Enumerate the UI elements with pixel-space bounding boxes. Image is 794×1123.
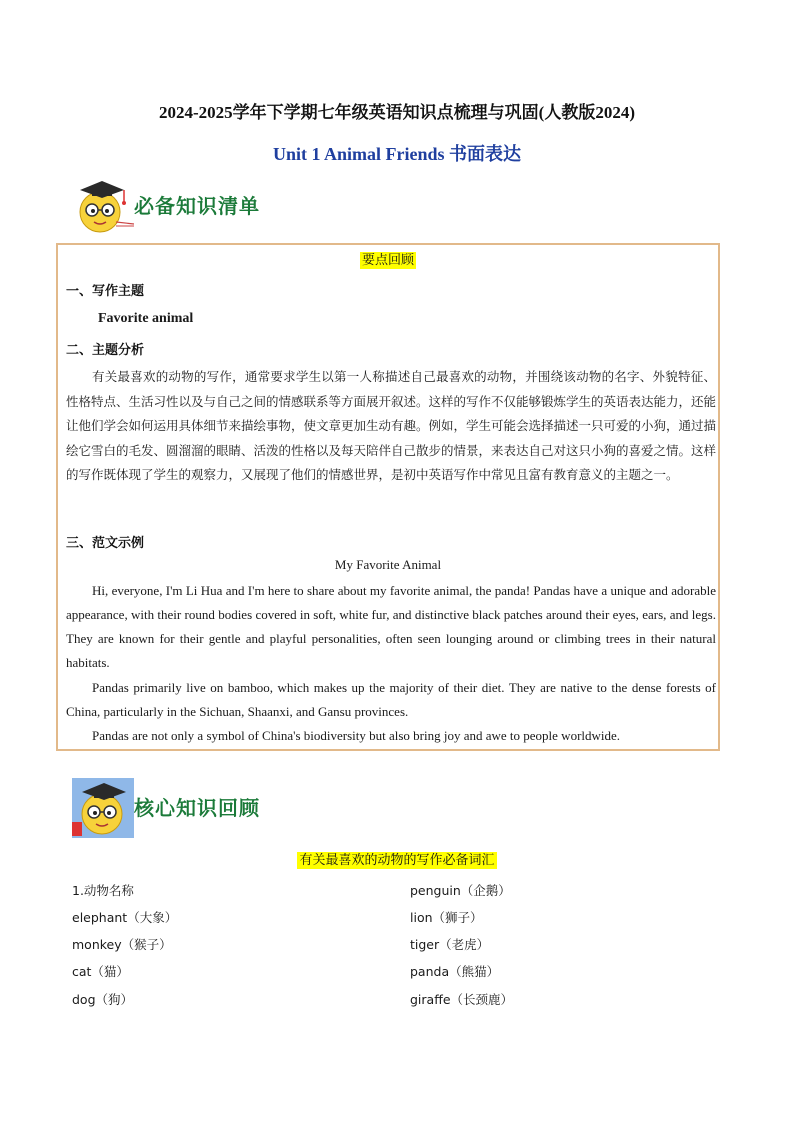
page-title: 2024-2025学年下学期七年级英语知识点梳理与巩固(人教版2024) [159,103,635,122]
vocab-item: 1.动物名称 [72,883,134,898]
vocab-title-text: 有关最喜欢的动物的写作必备词汇 [299,853,495,868]
vocab-item: dog（狗） [72,992,134,1007]
essay-paragraph: Pandas are not only a symbol of China's biodiversity but also bring joy and awe to people worldwide. [92,728,621,743]
writing-topic-heading: 一、写作主题 [66,284,145,299]
graduate-mascot-icon [72,176,134,236]
essay-paragraph: Hi, everyone, I'm Li Hua and I'm here to share about my favorite animal, the panda! Pandas have a unique and adorable appearance, with their round bodies covered in soft, white fur, and distinctive black patches around their eyes, ears, and legs. They are known for their gentle and playful personalities, often seen lounging around or climbing trees in their natural habitats. [66,583,716,670]
topic-analysis-heading: 二、主题分析 [66,343,145,358]
essentials-label: 必备知识清单 [134,194,260,218]
vocab-item: penguin（企鹅） [410,883,511,898]
essay-paragraph: Pandas primarily live on bamboo, which makes up the majority of their diet. They are native to the dense forests of China, particularly in the Sichuan, Shaanxi, and Gansu provinces. [66,680,716,719]
writing-topic: Favorite animal [98,311,194,326]
vocab-item: elephant（大象） [72,910,178,925]
vocab-item: lion（狮子） [410,910,483,925]
unit-title: Unit 1 Animal Friends 书面表达 [272,144,522,164]
review-box-title [58,249,718,268]
vocab-item: panda（熊猫） [410,964,500,979]
sample-essay-heading: 三、范文示例 [66,536,145,551]
vocab-title [0,849,794,868]
vocab-item: tiger（老虎） [410,937,490,952]
vocab-item: cat（猫） [72,964,129,979]
core-label: 核心知识回顾 [134,796,260,820]
topic-analysis-text: 有关最喜欢的动物的写作，通常要求学生以第一人称描述自己最喜欢的动物，并围绕该动物的名字、外貌特征、性格特点、生活习性以及与自己之间的情感联系等方面展开叙述。这样的写作不仅能够锻炼学生的英语表达能力，还能让他们学会如何运用具体细节来描绘事物，使文章更加生动有趣。例如，学生可能会选择描述一只可爱的小狗，通过描绘它雪白的毛发、圆溜溜的眼睛、活泼的性格以及每天陪伴自己散步的情景，来表达自己对这只小狗的喜爱之情。这样的写作既体现了学生的观察力，又展现了他们的情感世界，是初中英语写作中常见且富有教育意义的主题之一。 [66,369,717,482]
essay-title: My Favorite Animal [334,557,442,572]
vocab-item: giraffe（长颈鹿） [410,992,514,1007]
review-box-title-text: 要点回顾 [361,253,414,268]
graduate-mascot-icon [72,778,134,838]
vocab-item: monkey（猴子） [72,937,172,952]
review-box [56,243,720,751]
